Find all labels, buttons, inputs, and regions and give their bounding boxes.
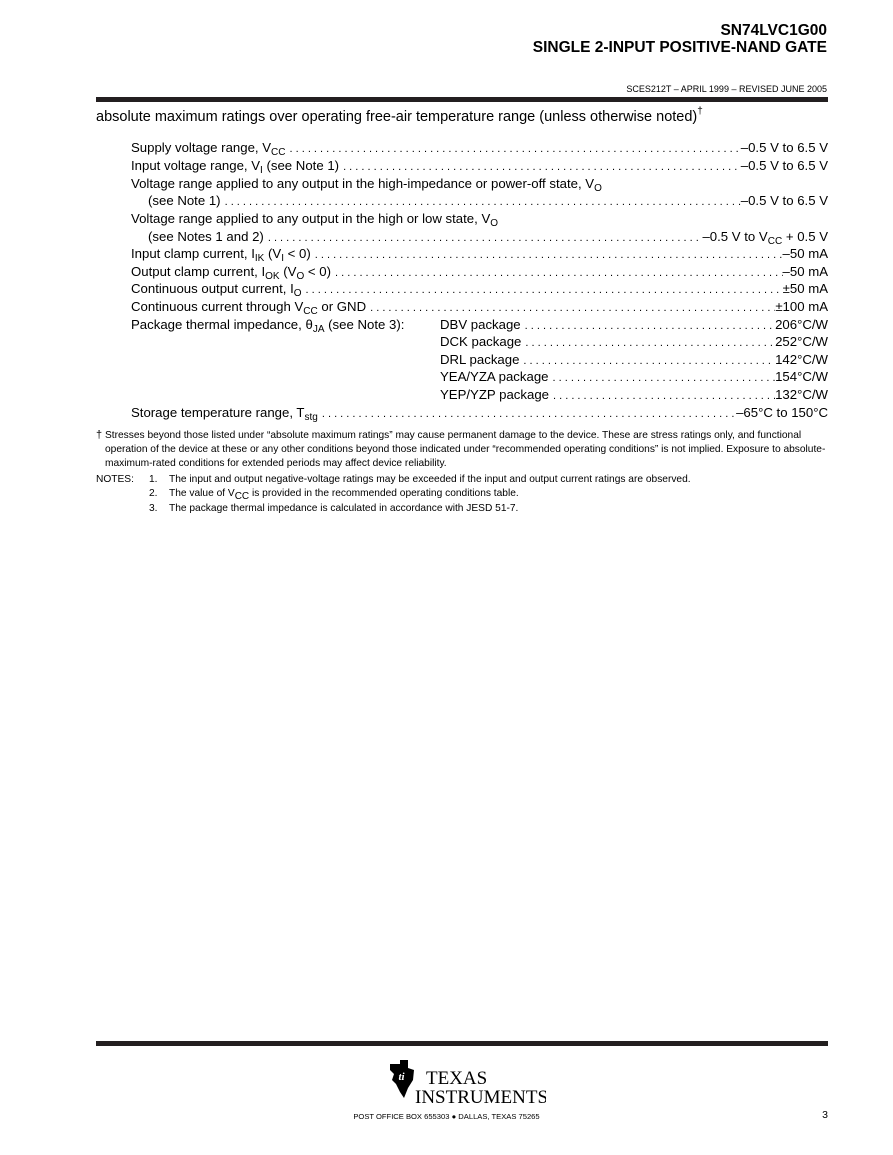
leader-dots [366,301,775,315]
rating-output-clamp-current: Output clamp current, $I_{OK}$ $(V_O < 0)$ . . . –50 mA [131,262,828,280]
footnote-dagger: † [96,429,103,441]
footer-address: POST OFFICE BOX 655303 ● DALLAS, TEXAS 75265 [353,1112,540,1121]
svg-text:ti: ti [398,1071,405,1083]
logo-text-instruments: INSTRUMENTS [415,1087,546,1108]
stress-footnote [96,429,830,471]
part-number: SN74LVC1G00 [720,22,827,39]
ti-state-icon [386,1058,546,1108]
thermal-package-drl: DRL package . . . 142°C/W [440,350,828,368]
rating-output-voltage-hl-line1: Voltage range applied to any output in the high or low state, $V_O$ [131,211,499,229]
notes-label: NOTES: [96,474,134,485]
rating-continuous-output-current: Continuous output current, $I_O$ . . . ±50 mA [131,279,828,297]
leader-dots [302,283,783,297]
rating-output-voltage-hz-line1: Voltage range applied to any output in the high-impedance or power-off state, $V_O$ [131,176,602,194]
page-number: 3 [822,1109,828,1121]
texas-instruments-logo [386,1058,546,1108]
thermal-package-dbv: DBV package . . . 206°C/W [440,315,828,333]
rating-supply-voltage: Supply voltage range, $V_{CC}$ . . . –0.5 V to 6.5 V [131,138,828,156]
rating-input-clamp-current: Input clamp current, $I_{IK}$ $(V_I < 0)$ . . . –50 mA [131,244,828,262]
note-1-number: 1. [149,474,158,485]
rating-output-voltage-hz-line2: (see Note 1) . . . –0.5 V to 6.5 V [148,191,828,209]
thermal-package-yep-yzp: YEP/YZP package . . . 132°C/W [440,385,828,403]
leader-dots [264,231,703,245]
note-3-number: 3. [149,503,158,514]
leader-dots [285,142,740,156]
rating-thermal-impedance-label: Package thermal impedance, $\theta_{JA}$ (see Note 3): [131,317,405,335]
note-2-number: 2. [149,488,158,499]
rating-continuous-current-vcc-gnd: Continuous current through $V_{CC}$ or GND . . . ±100 mA [131,297,828,315]
leader-dots [331,266,783,280]
logo-text-texas: TEXAS [426,1068,488,1089]
document-id: SCES212T – APRIL 1999 – REVISED JUNE 2005 [626,84,827,94]
dagger-mark: † [697,106,703,117]
leader-dots [221,195,741,209]
rating-storage-temperature: Storage temperature range, $T_{stg}$ . . . –65°C to 150°C [131,403,828,421]
rating-input-voltage: Input voltage range, $V_I$ (see Note 1) . . . –0.5 V to 6.5 V [131,156,828,174]
leader-dots [549,371,776,385]
note-3-text: The package thermal impedance is calculated in accordance with JESD 51-7. [169,503,519,514]
leader-dots [521,336,775,350]
bullet-icon: ● [451,1112,457,1121]
leader-dots [521,319,775,333]
leader-dots [519,354,775,368]
leader-dots [549,389,775,403]
thermal-package-yea-yza: YEA/YZA package . . . 154°C/W [440,367,828,385]
leader-dots [339,160,741,174]
document-title: SINGLE 2-INPUT POSITIVE-NAND GATE [532,39,827,56]
rating-output-voltage-hl-line2: (see Notes 1 and 2) . . . –0.5 V to $V_{CC} + 0.5$ V [148,227,828,245]
section-heading: absolute maximum ratings over operating free-air temperature range (unless otherwise noted)† [96,106,703,125]
footnote-text: Stresses beyond those listed under “absolute maximum ratings” may cause permanent damage to the device. These are stress ratings only, and functional operation of the device at these or any other conditions beyond those indicated under “recommended operating conditions” is not implied. Exposure to absolute-maximum-rated conditions for extended periods may affect device reliability. [105,430,826,469]
footer-rule [96,1041,828,1046]
note-2-text: The value of $V_{CC}$ is provided in the recommended operating conditions table. [169,488,519,502]
leader-dots [318,407,736,421]
thermal-package-dck: DCK package . . . 252°C/W [440,332,828,350]
leader-dots [311,248,783,262]
header-rule [96,97,828,102]
note-1-text: The input and output negative-voltage ratings may be exceeded if the input and output current ratings are observed. [169,474,691,485]
